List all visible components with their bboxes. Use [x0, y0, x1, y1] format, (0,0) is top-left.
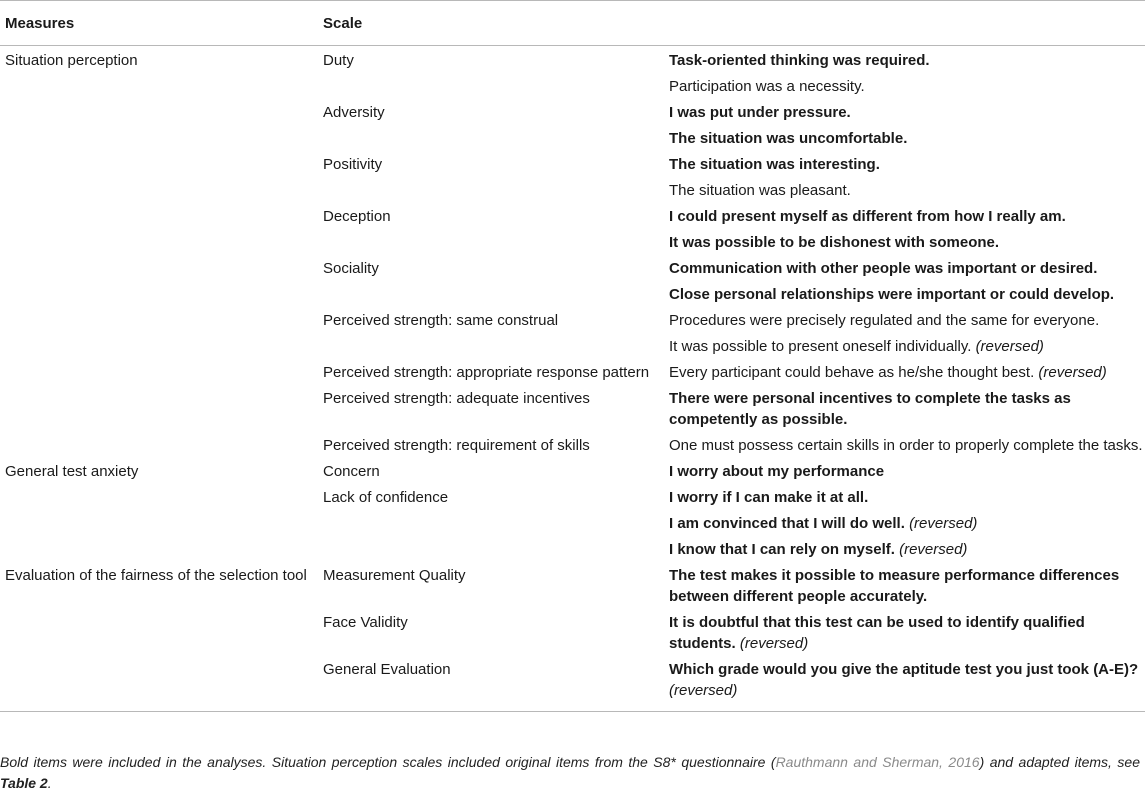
scale-cell	[318, 124, 664, 150]
measure-cell	[0, 655, 318, 712]
table-row	[0, 202, 1145, 228]
item-cell	[664, 306, 1145, 332]
scale-cell	[318, 72, 664, 98]
measure-cell	[0, 124, 318, 150]
scale-cell	[318, 509, 664, 535]
table-row	[0, 655, 1145, 712]
item-cell	[664, 332, 1145, 358]
measure-cell	[0, 358, 318, 384]
header-items	[664, 1, 1145, 46]
table-row	[0, 358, 1145, 384]
item-text: I could present myself as different from how I really am.	[669, 208, 1066, 225]
measure-cell	[0, 150, 318, 176]
table-row	[0, 457, 1145, 483]
measure-cell	[0, 431, 318, 457]
table-row	[0, 431, 1145, 457]
table-row	[0, 384, 1145, 431]
table-row	[0, 561, 1145, 608]
header-row	[0, 1, 1145, 46]
scale-cell: Deception	[323, 208, 391, 225]
item-text: Which grade would you give the aptitude test you just took (A-E)?	[669, 661, 1139, 678]
table-row	[0, 306, 1145, 332]
scale-cell: Sociality	[323, 260, 379, 277]
scale-cell: Measurement Quality	[323, 567, 466, 584]
item-cell	[664, 176, 1145, 202]
item-text: It is doubtful that this test can be used to identify qualified students.	[669, 614, 1085, 652]
item-text: Every participant could behave as he/she thought best.	[669, 364, 1035, 381]
table-row	[0, 509, 1145, 535]
item-cell	[664, 150, 1145, 176]
scale-cell: Perceived strength: requirement of skills	[323, 437, 590, 454]
measure-cell: Evaluation of the fairness of the selection tool	[5, 567, 307, 584]
scale-cell	[318, 176, 664, 202]
scale-cell	[318, 332, 664, 358]
footnote-part2: ) and adapted items, see	[979, 754, 1140, 770]
reversed-marker: (reversed)	[975, 338, 1044, 355]
measure-cell	[0, 509, 318, 535]
item-text: I worry if I can make it at all.	[669, 489, 869, 506]
scale-cell: Perceived strength: appropriate response pattern	[323, 364, 650, 381]
reversed-marker: (reversed)	[1038, 364, 1107, 381]
item-text: Procedures were precisely regulated and the same for everyone.	[669, 312, 1100, 329]
item-cell	[664, 608, 1145, 655]
item-cell	[664, 483, 1145, 509]
table-row	[0, 608, 1145, 655]
measure-cell	[0, 176, 318, 202]
table-row	[0, 150, 1145, 176]
measure-cell	[0, 483, 318, 509]
scale-cell: Face Validity	[323, 614, 408, 631]
scale-cell: Positivity	[323, 156, 383, 173]
footnote-table-link[interactable]: Table 2	[0, 775, 48, 791]
item-text: There were personal incentives to complete the tasks as competently as possible.	[669, 390, 1071, 428]
item-cell	[664, 431, 1145, 457]
item-cell	[664, 280, 1145, 306]
table-row	[0, 483, 1145, 509]
table-row	[0, 98, 1145, 124]
item-text: The situation was interesting.	[669, 156, 880, 173]
item-text: Participation was a necessity.	[669, 78, 865, 95]
measure-cell: General test anxiety	[5, 463, 139, 480]
measure-cell	[0, 254, 318, 280]
scale-cell	[318, 280, 664, 306]
item-text: It was possible to present oneself individually.	[669, 338, 972, 355]
item-text: Close personal relationships were important or could develop.	[669, 286, 1115, 303]
footnote-part1: Bold items were included in the analyses. Situation perception scales included original items from the S8* questionnaire (	[0, 754, 776, 770]
measure-cell	[0, 202, 318, 228]
item-text: I worry about my performance	[669, 463, 885, 480]
table-row	[0, 228, 1145, 254]
reversed-marker: (reversed)	[739, 635, 809, 652]
item-cell	[664, 46, 1145, 73]
item-cell	[664, 202, 1145, 228]
item-cell	[664, 655, 1145, 712]
scale-cell	[318, 535, 664, 561]
item-cell	[664, 457, 1145, 483]
measure-cell	[0, 280, 318, 306]
table-row	[0, 176, 1145, 202]
item-cell	[664, 561, 1145, 608]
table-row	[0, 72, 1145, 98]
item-cell	[664, 98, 1145, 124]
item-text: It was possible to be dishonest with someone.	[669, 234, 1000, 251]
scale-cell: General Evaluation	[318, 655, 664, 712]
item-text: I am convinced that I will do well.	[669, 515, 905, 532]
table-row	[0, 254, 1145, 280]
item-cell	[664, 124, 1145, 150]
item-text: One must possess certain skills in order to properly complete the tasks.	[669, 437, 1143, 454]
table-row	[0, 332, 1145, 358]
header-measures: Measures	[0, 1, 318, 46]
scale-cell: Duty	[323, 52, 354, 69]
item-cell	[664, 72, 1145, 98]
item-text: The situation was uncomfortable.	[669, 130, 908, 147]
reversed-marker: (reversed)	[909, 515, 978, 532]
item-text: I know that I can rely on myself.	[669, 541, 895, 558]
footnote-citation-link[interactable]: Rauthmann and Sherman, 2016	[775, 754, 980, 770]
item-cell	[664, 535, 1145, 561]
reversed-marker: (reversed)	[669, 682, 738, 699]
table-row	[0, 124, 1145, 150]
measure-cell	[0, 228, 318, 254]
scale-cell: Concern	[323, 463, 380, 480]
item-text: Communication with other people was important or desired.	[669, 260, 1098, 277]
item-text: The test makes it possible to measure performance differences between different people accurately.	[669, 567, 1120, 605]
table-row	[0, 280, 1145, 306]
scale-cell	[318, 228, 664, 254]
measure-cell	[0, 608, 318, 655]
scale-cell: Perceived strength: adequate incentives	[323, 390, 590, 407]
item-text: I was put under pressure.	[669, 104, 851, 121]
measure-cell	[0, 72, 318, 98]
reversed-marker: (reversed)	[899, 541, 968, 558]
table-row	[0, 46, 1145, 73]
scale-cell: Perceived strength: same construal	[323, 312, 559, 329]
item-text: Task-oriented thinking was required.	[669, 52, 930, 69]
item-cell	[664, 228, 1145, 254]
header-scale: Scale	[318, 1, 664, 46]
measure-cell	[0, 306, 318, 332]
item-cell	[664, 254, 1145, 280]
measure-cell	[0, 98, 318, 124]
item-cell	[664, 509, 1145, 535]
measure-cell	[0, 332, 318, 358]
scale-cell: Adversity	[323, 104, 385, 121]
table-body	[0, 46, 1145, 712]
item-text: The situation was pleasant.	[669, 182, 851, 199]
measure-cell	[0, 535, 318, 561]
table-footnote	[0, 752, 1140, 794]
item-cell	[664, 358, 1145, 384]
footnote-part3: .	[47, 775, 52, 791]
item-cell	[664, 384, 1145, 431]
scale-cell: Lack of confidence	[323, 489, 449, 506]
table-row	[0, 535, 1145, 561]
measure-cell: Situation perception	[5, 52, 138, 69]
measure-cell	[0, 384, 318, 431]
